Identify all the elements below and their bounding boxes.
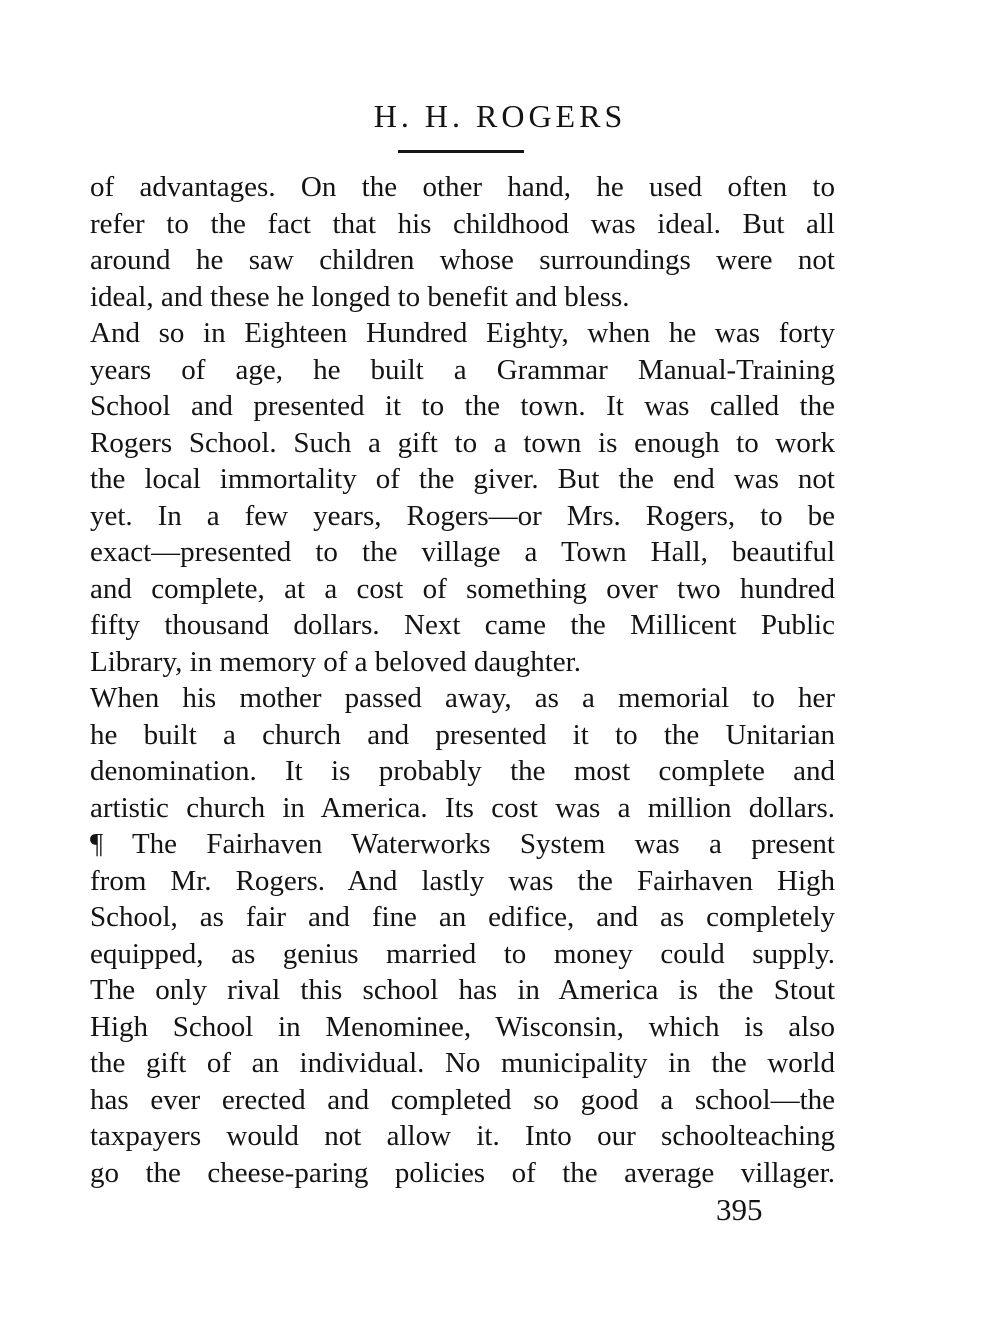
text-line: from Mr. Rogers. And lastly was the Fairhaven High xyxy=(90,864,835,897)
body-text xyxy=(90,169,835,1191)
text-line: the local immortality of the giver. But the end was not xyxy=(90,463,835,495)
text-line: High School in Menominee, Wisconsin, which is also xyxy=(90,1010,835,1043)
text-line: The only rival this school has in America is the Stout xyxy=(90,974,835,1006)
page-number: 395 xyxy=(716,1192,763,1227)
text-line: equipped, as genius married to money could supply. xyxy=(90,937,835,970)
text-line: of advantages. On the other hand, he used often to xyxy=(90,171,835,203)
text-line: School and presented it to the town. It was called the xyxy=(90,390,835,422)
text-line: exact—presented to the village a Town Hall, beautiful xyxy=(90,536,835,568)
header-rule xyxy=(398,150,524,153)
text-line: years of age, he built a Grammar Manual-Training xyxy=(90,353,835,386)
text-line: School, as fair and fine an edifice, and as completely xyxy=(90,901,835,933)
text-line: denomination. It is probably the most complete and xyxy=(90,755,835,787)
text-line: artistic church in America. Its cost was a million dollars. xyxy=(90,791,835,824)
running-title: H. H. ROGERS xyxy=(373,98,627,134)
text-line: and complete, at a cost of something over two hundred xyxy=(90,572,835,605)
text-line: go the cheese-paring policies of the average villager. xyxy=(90,1156,835,1189)
text-line: ideal, and these he longed to benefit and bless. xyxy=(90,280,630,313)
text-line: And so in Eighteen Hundred Eighty, when he was forty xyxy=(90,317,835,349)
text-line: he built a church and presented it to the Unitarian xyxy=(90,718,835,751)
text-line: yet. In a few years, Rogers—or Mrs. Rogers, to be xyxy=(90,499,835,532)
text-line: taxpayers would not allow it. Into our schoolteaching xyxy=(90,1120,835,1152)
text-line: Library, in memory of a beloved daughter. xyxy=(90,645,581,678)
text-line: ¶ The Fairhaven Waterworks System was a present xyxy=(90,828,835,860)
text-line: around he saw children whose surroundings were not xyxy=(90,244,835,276)
text-line: the gift of an individual. No municipality in the world xyxy=(90,1047,835,1079)
text-line: has ever erected and completed so good a school—the xyxy=(90,1083,835,1116)
text-line: When his mother passed away, as a memorial to her xyxy=(90,682,835,714)
text-line: Rogers School. Such a gift to a town is enough to work xyxy=(90,426,835,459)
text-line: fifty thousand dollars. Next came the Millicent Public xyxy=(90,609,835,641)
text-line: refer to the fact that his childhood was ideal. But all xyxy=(90,207,835,240)
